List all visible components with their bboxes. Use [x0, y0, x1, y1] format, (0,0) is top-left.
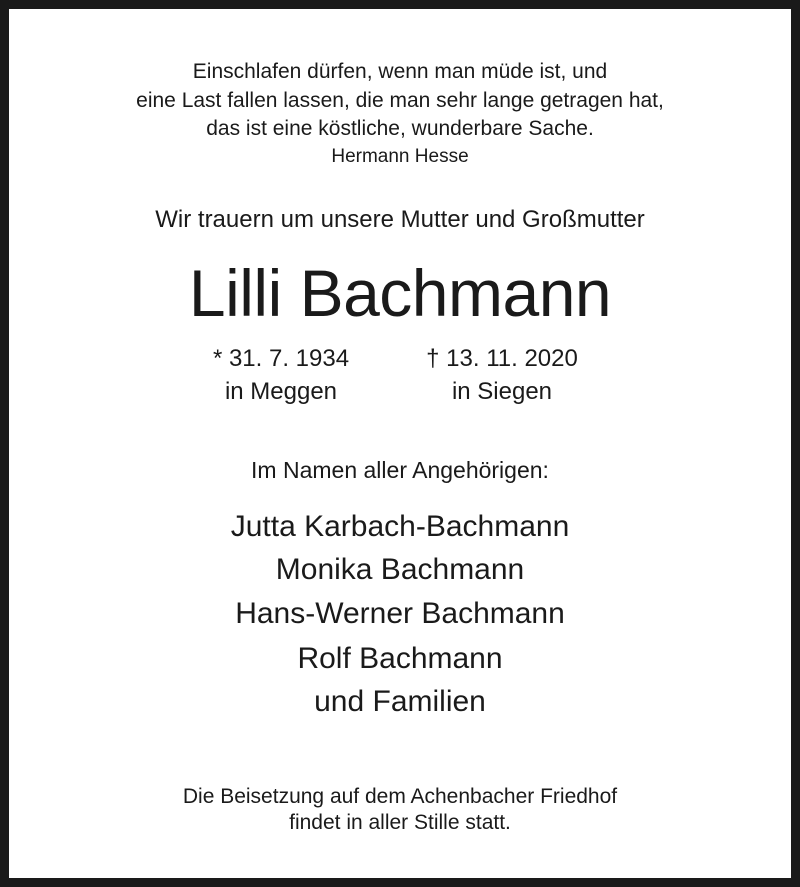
birth-block: [171, 342, 391, 408]
mourner-name: Monika Bachmann: [275, 553, 525, 586]
poem-line-2: eine Last fallen lassen, die man sehr lange getragen hat,: [136, 89, 664, 112]
death-block: [392, 342, 612, 408]
mourning-intro: Wir trauern um unsere Mutter und Großmutter: [155, 206, 645, 233]
mourner-name: Jutta Karbach-Bachmann: [230, 510, 570, 543]
death-date: † 13. 11. 2020: [426, 345, 578, 372]
poem-line-1: Einschlafen dürfen, wenn man müde ist, und: [192, 60, 608, 83]
birth-place: in Meggen: [224, 378, 338, 405]
deceased-name: Lilli Bachmann: [188, 256, 612, 330]
poem-author: Hermann Hesse: [331, 146, 469, 167]
birth-date: * 31. 7. 1934: [212, 345, 350, 372]
mourner-families: und Familien: [314, 685, 486, 718]
burial-notice-line-1: Die Beisetzung auf dem Achenbacher Friedhof: [182, 785, 618, 808]
life-dates: [0, 342, 800, 412]
death-place: in Siegen: [451, 378, 553, 405]
burial-notice-line-2: findet in aller Stille statt.: [289, 811, 511, 834]
on-behalf-heading: Im Namen aller Angehörigen:: [251, 457, 549, 483]
poem-line-3: das ist eine köstliche, wunderbare Sache.: [206, 117, 594, 140]
mourner-name: Hans-Werner Bachmann: [235, 597, 565, 630]
mourner-name: Rolf Bachmann: [297, 642, 503, 675]
